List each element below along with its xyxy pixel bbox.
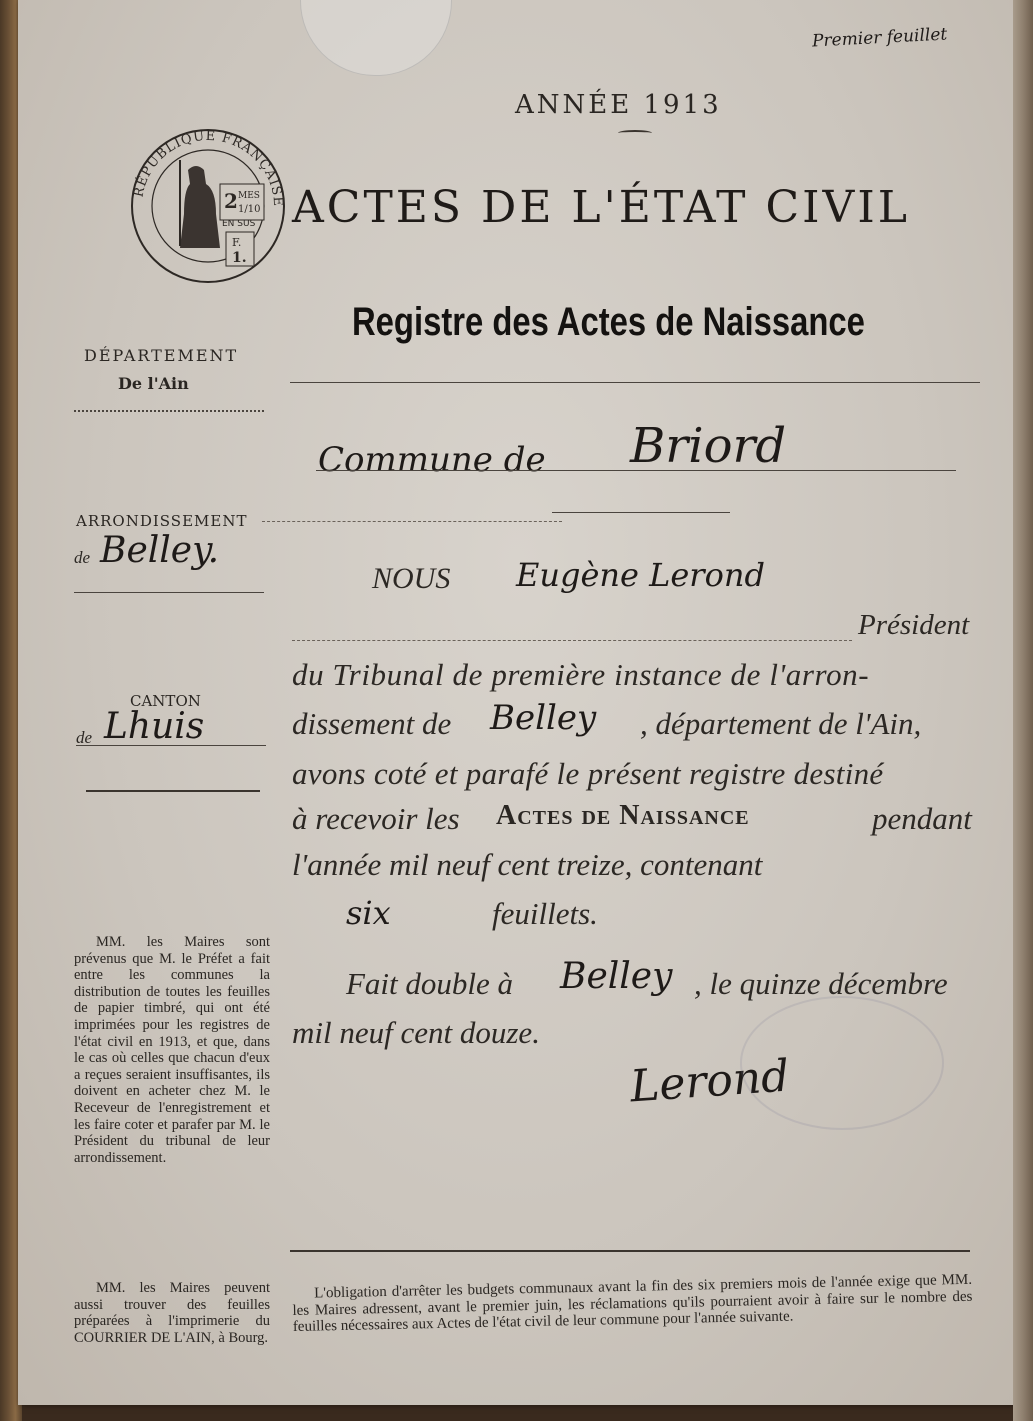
body-line-2-handwritten: Belley xyxy=(490,698,597,738)
nous-label: NOUS xyxy=(372,562,451,595)
department-value: De l'Ain xyxy=(118,374,189,393)
six-handwritten: six xyxy=(346,894,391,932)
notice-courrier: MM. les Maires peuvent aussi trouver des feuilles préparées à l'imprimerie du COURRIER DE L'AIN, à Bourg. xyxy=(74,1280,270,1346)
commune-label: Commune de xyxy=(318,440,546,480)
corner-note: Premier feuillet xyxy=(811,24,948,52)
commune-handwritten: Briord xyxy=(630,418,787,474)
body-line-2b: , département de l'Ain, xyxy=(640,706,922,741)
svg-text:1.: 1. xyxy=(232,250,247,266)
commune-rule xyxy=(316,470,956,471)
arrondissement-handwritten: Belley. xyxy=(100,530,220,571)
body-line-1: du Tribunal de première instance de l'arron- xyxy=(292,657,870,692)
year-title: ANNÉE 1913 xyxy=(515,90,722,120)
notice-prefets: MM. les Maires sont prévenus que M. le Préfet a fait entre les communes la distribution de toutes les feuilles de papier timbré, qui ont été imprimées pour les registres de l'état civil en 1913, et que, dans le cas où celles que chacun d'eux a reçues seraient insuffisantes, ils doivent en acheter chez M. le Receveur de l'enregistrement et les faire coter et parafer par M. le Président du tribunal de leur arrondissement. xyxy=(74,934,270,1166)
body-line-3: avons coté et parafé le présent registre destiné xyxy=(292,756,884,791)
footer-note: L'obligation d'arrêter les budgets communaux avant la fin des six premiers mois de l'année exige que MM. les Maires adressent, avant le premier juin, les réclamations qu'ils pourraient avoir à faire sur le nombre des feuilles nécessaires aux Actes de l'état civil de leur commune pour l'année suivante. xyxy=(292,1271,973,1335)
body-line-2a: dissement de xyxy=(292,706,452,741)
feuillets-label: feuillets. xyxy=(492,896,598,931)
revenue-stamp xyxy=(128,126,288,286)
svg-text:RÉPUBLIQUE FRANÇAISE: RÉPUBLIQUE FRANÇAISE xyxy=(131,128,286,208)
fait-date: , le quinze décembre xyxy=(694,966,948,1001)
fait-label: Fait double à xyxy=(346,966,514,1001)
body-line-4b: pendant xyxy=(872,801,972,836)
body-line-4a: à recevoir les xyxy=(292,801,460,836)
title-rule xyxy=(290,382,980,383)
register-title: Registre des Actes de Naissance xyxy=(352,300,865,344)
canton-separator xyxy=(86,790,260,792)
faint-seal xyxy=(740,996,944,1130)
canton-rule xyxy=(76,745,266,746)
svg-text:2: 2 xyxy=(224,189,238,213)
svg-text:1/10: 1/10 xyxy=(238,204,261,215)
department-label: DÉPARTEMENT xyxy=(84,346,239,365)
arrondissement-dash xyxy=(262,521,562,522)
nous-dash xyxy=(292,640,852,641)
svg-text:F.: F. xyxy=(232,236,242,249)
body-line-5: l'année mil neuf cent treize, contenant xyxy=(292,847,763,882)
title-ornament xyxy=(618,130,652,136)
commune-separator xyxy=(552,512,730,513)
svg-text:EN SUS: EN SUS xyxy=(222,219,256,229)
page-edge xyxy=(1013,0,1033,1421)
footer-rule xyxy=(290,1250,970,1252)
canton-handwritten: Lhuis xyxy=(104,706,205,747)
svg-text:MES: MES xyxy=(238,191,260,201)
president-label: Président xyxy=(858,609,970,641)
arrondissement-rule xyxy=(74,592,264,593)
arrondissement-prefix: de xyxy=(74,548,91,567)
body-line-4-caps: Actes de Naissance xyxy=(496,800,750,831)
arrondissement-label: ARRONDISSEMENT xyxy=(76,512,248,530)
president-signature: Lerond xyxy=(628,1050,791,1113)
nous-handwritten: Eugène Lerond xyxy=(516,556,765,594)
main-title: ACTES DE L'ÉTAT CIVIL xyxy=(292,182,910,233)
body-line-last: mil neuf cent douze. xyxy=(292,1015,540,1050)
fait-handwritten: Belley xyxy=(560,956,673,997)
stamp-seal-icon xyxy=(128,126,288,286)
canton-label: CANTON xyxy=(130,692,201,710)
canton-prefix: de xyxy=(76,728,93,747)
department-ornament xyxy=(74,402,264,412)
